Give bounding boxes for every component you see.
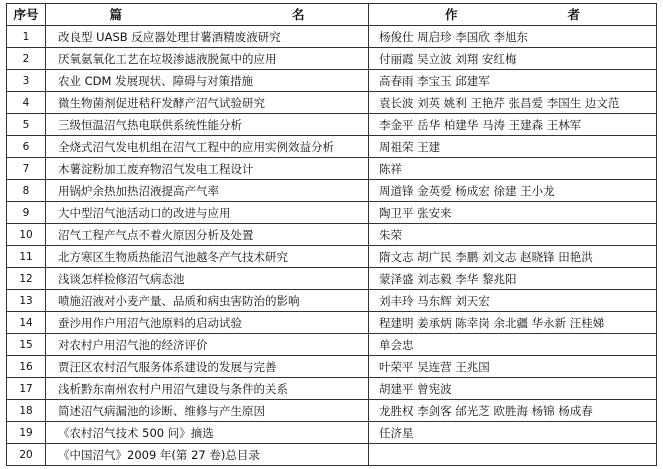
table-row [7,92,657,114]
row-number: 2 [7,48,46,70]
article-authors: 高春雨 李宝玉 邱建军 [369,70,657,92]
article-authors: 龙胜权 李剑客 邰光芝 欧胜海 杨锦 杨成春 [369,400,657,422]
table-row [7,26,657,48]
row-number: 6 [7,136,46,158]
table-row [7,180,657,202]
article-title: 三级恒温沼气热电联供系统性能分析 [46,114,369,136]
article-title: 沼气工程产气点不着火原因分析及处置 [46,224,369,246]
row-number: 1 [7,26,46,48]
row-number: 18 [7,400,46,422]
article-title: 木薯淀粉加工废弃物沼气发电工程设计 [46,158,369,180]
table-row [7,422,657,444]
row-number: 19 [7,422,46,444]
table-header [7,4,657,26]
table-row [7,400,657,422]
row-number: 20 [7,444,46,466]
row-number: 9 [7,202,46,224]
table-body [7,26,657,466]
row-number: 12 [7,268,46,290]
row-number: 4 [7,92,46,114]
article-authors: 朱荣 [369,224,657,246]
table-of-contents [6,3,657,466]
article-title: 改良型 UASB 反应器处理甘薯酒精废液研究 [46,26,369,48]
article-title: 微生物菌剂促进秸秆发酵产沼气试验研究 [46,92,369,114]
table-row [7,356,657,378]
table-row [7,268,657,290]
table-row [7,224,657,246]
article-authors [369,444,657,466]
article-title: 贾汪区农村沼气服务体系建设的发展与完善 [46,356,369,378]
article-authors: 陈祥 [369,158,657,180]
table-row [7,70,657,92]
header-row [7,4,657,26]
article-title: 喷施沼液对小麦产量、品质和病虫害防治的影响 [46,290,369,312]
row-number: 8 [7,180,46,202]
article-authors: 单会忠 [369,334,657,356]
article-authors: 蒙泽盛 刘志毅 李华 黎兆阳 [369,268,657,290]
header-title-left: 篇 [109,6,122,22]
article-authors: 杨俊仕 周启珍 李国欣 李旭东 [369,26,657,48]
row-number: 17 [7,378,46,400]
table-row [7,48,657,70]
table-row [7,312,657,334]
article-authors: 叶荣平 吴连营 王兆国 [369,356,657,378]
table-row [7,444,657,466]
article-title: 浅析黔东南州农村户用沼气建设与条件的关系 [46,378,369,400]
article-authors: 刘丰玲 马东辉 刘天宏 [369,290,657,312]
header-author-right: 者 [567,6,581,22]
table-row [7,378,657,400]
article-authors: 付丽霞 吴立波 刘翔 安红梅 [369,48,657,70]
article-title: 全烧式沼气发电机组在沼气工程中的应用实例效益分析 [46,136,369,158]
article-title: 《农村沼气技术 500 问》摘选 [46,422,369,444]
article-authors: 程建明 姜承炳 陈幸岗 余北疆 华永新 汪桂娣 [369,312,657,334]
row-number: 5 [7,114,46,136]
header-title-right: 名 [292,6,305,22]
row-number: 11 [7,246,46,268]
article-authors: 袁长波 刘英 姚利 王艳芹 张昌爱 李国生 边文范 [369,92,657,114]
article-title: 用锅炉余热加热沼液提高产气率 [46,180,369,202]
table-row [7,246,657,268]
row-number: 15 [7,334,46,356]
article-authors: 陶卫平 张安来 [369,202,657,224]
article-title: 对农村户用沼气池的经济评价 [46,334,369,356]
article-title: 浅谈怎样检修沼气病态池 [46,268,369,290]
header-title [46,4,369,26]
article-title: 农业 CDM 发展现状、障碍与对策措施 [46,70,369,92]
header-authors [369,4,657,26]
table-row [7,114,657,136]
row-number: 10 [7,224,46,246]
article-authors: 周道锋 金英爱 杨成宏 徐建 王小龙 [369,180,657,202]
row-number: 13 [7,290,46,312]
article-authors: 李金平 岳华 柏建华 马涛 王建森 王林军 [369,114,657,136]
article-title: 蚕沙用作户用沼气池原料的启动试验 [46,312,369,334]
row-number: 7 [7,158,46,180]
article-title: 《中国沼气》2009 年(第 27 卷)总目录 [46,444,369,466]
table-row [7,290,657,312]
row-number: 16 [7,356,46,378]
table-row [7,334,657,356]
article-title: 简述沼气病漏池的诊断、维修与产生原因 [46,400,369,422]
article-title: 厌氧氨氧化工艺在垃圾渗滤液脱氮中的应用 [46,48,369,70]
header-number: 序号 [7,4,46,26]
article-authors: 周祖荣 王建 [369,136,657,158]
table-row [7,202,657,224]
header-author-left: 作 [444,6,458,22]
article-authors: 任济星 [369,422,657,444]
article-authors: 隋文志 胡广民 李鹏 刘文志 赵晓锋 田艳洪 [369,246,657,268]
row-number: 3 [7,70,46,92]
table-row [7,136,657,158]
table-row [7,158,657,180]
article-authors: 胡建平 曾宪波 [369,378,657,400]
article-title: 大中型沼气池活动口的改进与应用 [46,202,369,224]
row-number: 14 [7,312,46,334]
article-title: 北方寒区生物质热能沼气池越冬产气技术研究 [46,246,369,268]
